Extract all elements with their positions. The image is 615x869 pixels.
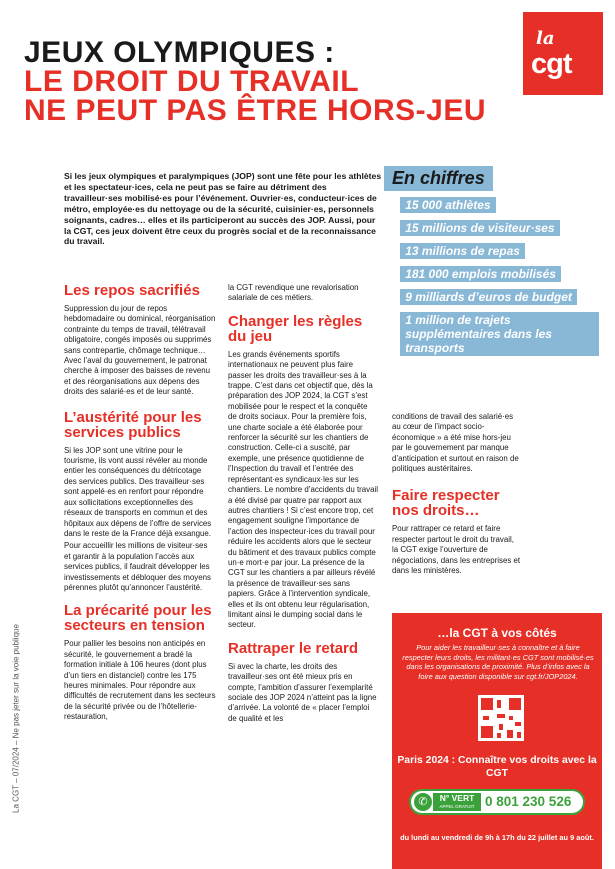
- intro-paragraph: Si les jeux olympiques et paralympiques (JOP) sont une fête pour les athlètes et les spectateur·ices, cela ne peut pas se faire au détriment des travailleur·ses mobilisé·es pour l’événement. Ouvrier·es, conducteur·ices de métro, employée·es du nettoyage ou de la sécurité, cuisinier·es, personnels soignants, cadres… elles et ils participeront au succès des JOP. Aussi, pour la CGT, ces jeux doivent être ceux du progrès social et de la reconnaissance du travail.: [64, 171, 382, 247]
- side-mention: [10, 590, 22, 850]
- column-1: [64, 283, 216, 725]
- cotes-paris: Paris 2024 : Connaître vos droits avec la CGT: [397, 755, 597, 779]
- side-mention-text: La CGT – 07/2024 – Ne pas jeter sur la voie publique: [11, 624, 21, 813]
- chiffre-item: [392, 312, 599, 356]
- chiffre-item: [392, 243, 599, 259]
- chiffre-item: [392, 266, 599, 282]
- heading-austerite: L’austérité pour les services publics: [64, 408, 202, 441]
- chiffre-text: 15 000 athlètes: [400, 197, 495, 213]
- paragraph-precarite: Pour pallier les besoins non anticipés en sécurité, le gouvernement a bradé la formation initiale à 106 heures (dont plus d’un tiers en distanciel) contre les 175 heures minimales. Pour répondre aux difficultés de recrutement dans les secteurs de la sécurité privée ou de l’hôtellerie-restauration,: [64, 639, 216, 722]
- bullet-icon: •: [392, 243, 397, 257]
- cotes-hours: du lundi au vendredi de 9h à 17h du 22 juillet au 9 août.: [400, 833, 594, 842]
- heading-respecter: Faire respecter nos droits…: [392, 487, 500, 520]
- paragraph-austerite-2: Pour accueillir les millions de visiteur·ses et garantir à la population l’accès aux services publics, il faudrait développer les investissements et débloquer des moyens pérennes plutôt qu’annoncer l’austérité.: [64, 541, 211, 592]
- column-2: [228, 283, 378, 726]
- chiffre-text: 13 millions de repas: [400, 243, 525, 259]
- column-3: [392, 412, 522, 578]
- title-line-2: LE DROIT DU TRAVAIL: [24, 65, 360, 98]
- logo-la: la: [536, 28, 555, 49]
- bullet-icon: •: [392, 289, 397, 303]
- cotes-text: Pour aider les travailleur·ses à connaître et à faire respecter leurs droits, les militant·es CGT sont mobilisé·es dans les organisations de proximité. Plus d’infos avec la foire aux question disponible sur cgt.fr/JOP2024.: [402, 643, 594, 681]
- paragraph-austerite-1: Si les JOP sont une vitrine pour le tourisme, ils vont aussi révéler au monde entier les conséquences du détricotage des services publics. Des travailleur·ses sont appelé·es en renfort pour répondre aux sollicitations exceptionnelles des réseaux de transports en commun et des hôpitaux aux dépens de l’offre de services dans le reste de la France déjà exsangue.: [64, 445, 212, 538]
- bullet-icon: •: [392, 266, 397, 280]
- chiffre-text: 9 milliards d’euros de budget: [400, 289, 577, 305]
- numero-vert-number: 0 801 230 526: [485, 794, 572, 809]
- logo-cgt: cgt: [531, 48, 572, 80]
- chiffre-text: 1 million de trajets supplémentaires dans les transports: [400, 312, 599, 356]
- heading-retard: Rattraper le retard: [228, 639, 359, 657]
- chiffre-item: [392, 197, 599, 213]
- paragraph-regles: Les grands événements sportifs internationaux ne peuvent plus faire passer les droits des travailleur·ses à la trappe. C’est dans cet objectif que, dès la préparation des JOP 2024, la CGT s’est mobilisée pour le respect et la conquête de droits sociaux. Pour la première fois, une charte sociale a été élaborée pour renforcer la sécurité sur les chantiers de construction. Celle-ci a suscité, par exemple, une présence quotidienne de l’Inspection du travail et l’entrée des représentant·es syndicaux·les sur les chantiers. Le nombre d’accidents du travail a été divisé par quatre par rapport aux autres chantiers ! Si c’est encore trop, cet engagement souligne l’importance de l’action des inspecteur·ices du travail pour réduire les accidents alors que le secteur du bâtiment et des travaux publics compte un·e mort·e par jour. La présence de la CGT sur les chantiers a par ailleurs révélé la présence de travailleur·ses sans papiers. Grâce à l’intervention syndicale, elles et ils ont obtenu leur régularisation, limitant ainsi le dumping social dans le secteur.: [228, 349, 379, 630]
- paragraph-col3-intro: conditions de travail des salarié·es au cœur de l’impact socio-économique » a été mise hors-jeu par le gouvernement par manque d’anticipation et surtout en raison de politiques austéritaires.: [392, 412, 519, 474]
- chiffre-item: [392, 289, 599, 305]
- chiffres-title: En chiffres: [384, 166, 493, 191]
- vert-label: N° VERT: [439, 793, 475, 803]
- bullet-icon: •: [392, 220, 397, 234]
- chiffre-text: 15 millions de visiteur·ses: [400, 220, 559, 236]
- chiffre-item: [392, 220, 599, 236]
- phone-icon: ✆: [414, 793, 432, 811]
- cotes-title: …la CGT à vos côtés: [437, 626, 557, 640]
- qr-code[interactable]: [478, 695, 524, 741]
- cgt-logo: [523, 12, 603, 95]
- cgt-cotes-box: [392, 613, 602, 869]
- chiffres-box: [384, 166, 599, 363]
- page-title: [24, 38, 486, 125]
- heading-precarite: La précarité pour les secteurs en tension: [64, 602, 212, 635]
- bullet-icon: •: [392, 197, 397, 211]
- heading-repos: Les repos sacrifiés: [64, 282, 200, 299]
- chiffre-text: 181 000 emplois mobilisés: [400, 266, 561, 282]
- paragraph-col2-intro: la CGT revendique une revalorisation salariale de ces métiers.: [228, 283, 359, 303]
- paragraph-retard: Si avec la charte, les droits des travailleur·ses ont été mieux pris en compte, l’ambition d’assurer l’exemplarité sociale des JOP 2024 n’atteint pas la ligne d’arrivée. La volonté de « placer l’emploi de qualité et les: [228, 661, 377, 723]
- heading-regles: Changer les règles du jeu: [228, 312, 363, 345]
- paragraph-repos: Suppression du jour de repos hebdomadaire ou dominical, réorganisation contrainte du temps de travail, télétravail obligatoire, congés imposés ou supprimés sans contrepartie, chômage technique… Avec l’aval du gouvernement, le patronat cherche à imposer des baisses de revenu et des réorganisations aux dépens des droits des salarié·es et de leur santé.: [64, 304, 216, 397]
- paragraph-respecter: Pour rattraper ce retard et faire respecter partout le droit du travail, la CGT exige l’ouverture de négociations, dans les entreprises et dans les ministères.: [392, 524, 521, 576]
- title-line-3: NE PEUT PAS ÊTRE HORS-JEU: [24, 94, 487, 127]
- title-line-1: JEUX OLYMPIQUES :: [24, 36, 335, 69]
- numero-vert[interactable]: [409, 789, 585, 815]
- numero-vert-label: [433, 793, 481, 811]
- bullet-icon: •: [392, 312, 397, 326]
- vert-sub: APPEL GRATUIT: [439, 804, 475, 809]
